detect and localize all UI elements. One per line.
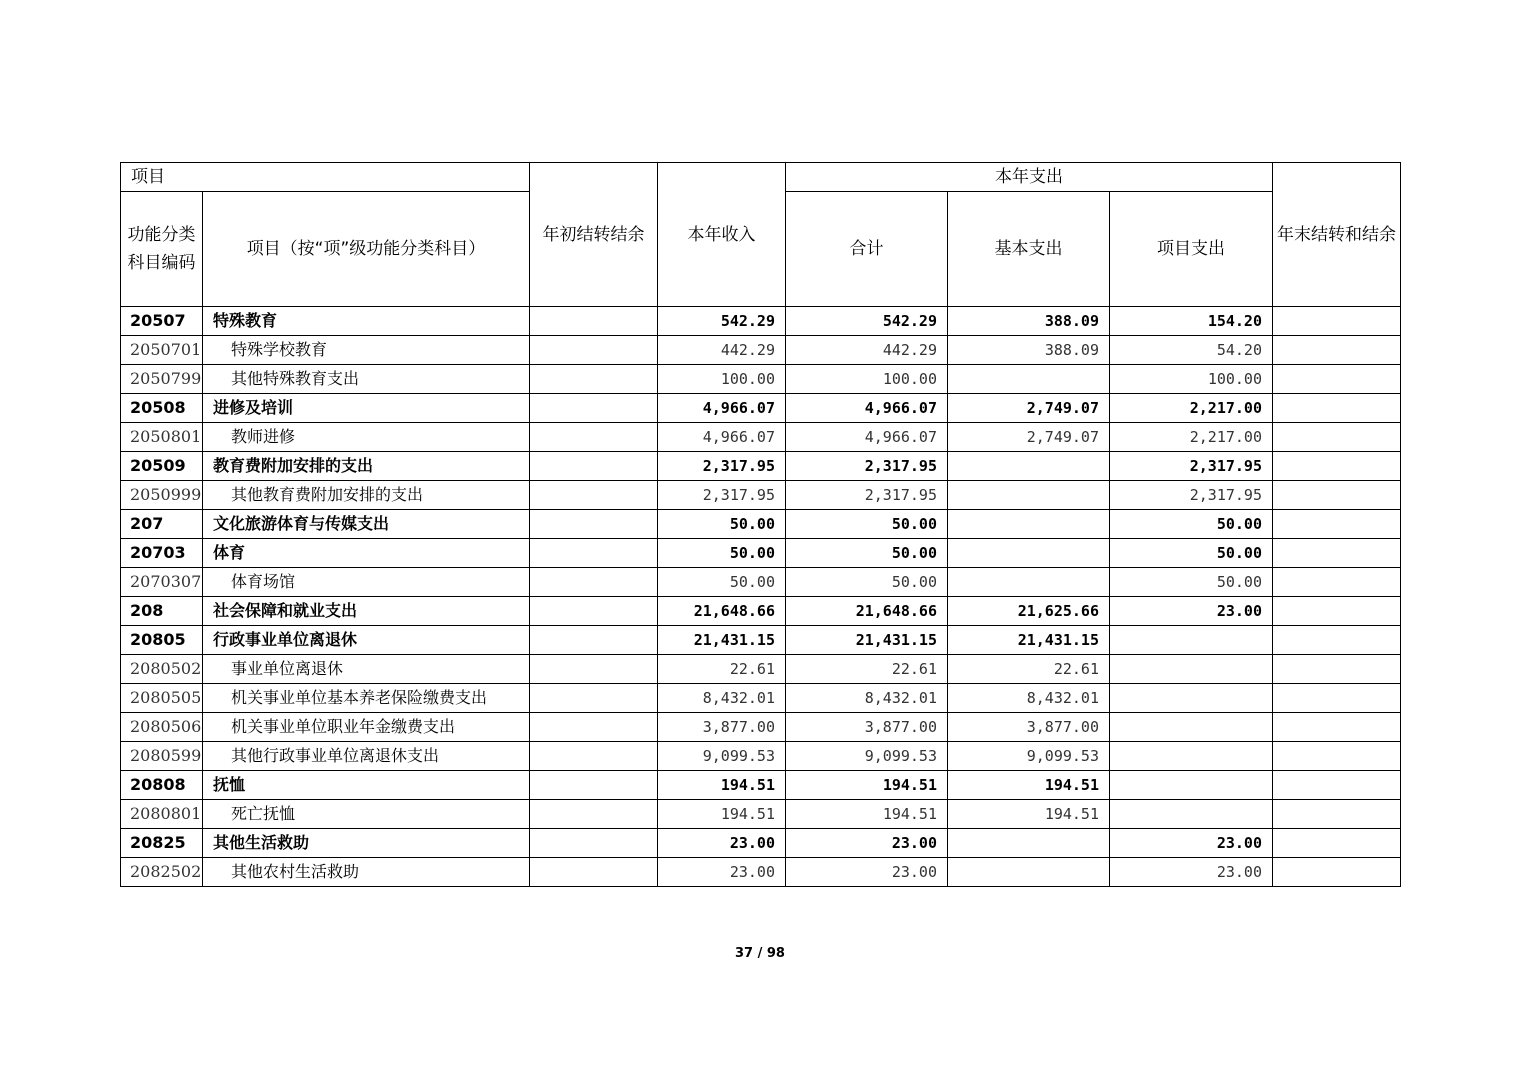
- cell-project-exp: 2,317.95: [1110, 481, 1273, 510]
- cell-income: 50.00: [658, 568, 786, 597]
- table-row: [121, 365, 1401, 394]
- cell-closing-balance: [1273, 800, 1401, 829]
- cell-project-exp: 23.00: [1110, 858, 1273, 887]
- table-row: [121, 394, 1401, 423]
- cell-code: 2082502: [121, 858, 203, 887]
- table-row: [121, 858, 1401, 887]
- cell-total: 100.00: [786, 365, 948, 394]
- cell-basic: 21,625.66: [948, 597, 1110, 626]
- cell-code: 20507: [121, 307, 203, 336]
- cell-name: 体育场馆: [203, 568, 530, 597]
- cell-closing-balance: [1273, 829, 1401, 858]
- cell-project-exp: 54.20: [1110, 336, 1273, 365]
- cell-opening-balance: [530, 626, 658, 655]
- cell-total: 21,431.15: [786, 626, 948, 655]
- cell-closing-balance: [1273, 510, 1401, 539]
- cell-closing-balance: [1273, 452, 1401, 481]
- table-row: [121, 481, 1401, 510]
- cell-code: 2080502: [121, 655, 203, 684]
- cell-income: 23.00: [658, 858, 786, 887]
- cell-opening-balance: [530, 684, 658, 713]
- cell-project-exp: 23.00: [1110, 829, 1273, 858]
- cell-code: 2080505: [121, 684, 203, 713]
- header-project-name: 项目（按“项”级功能分类科目）: [203, 192, 530, 307]
- cell-name: 其他行政事业单位离退休支出: [203, 742, 530, 771]
- cell-project-exp: [1110, 742, 1273, 771]
- cell-basic: 194.51: [948, 771, 1110, 800]
- table-row: [121, 510, 1401, 539]
- cell-basic: 3,877.00: [948, 713, 1110, 742]
- cell-name: 行政事业单位离退休: [203, 626, 530, 655]
- cell-name: 体育: [203, 539, 530, 568]
- table-row: [121, 568, 1401, 597]
- cell-code: 207: [121, 510, 203, 539]
- header-row-1: [121, 163, 1401, 192]
- table-body: [121, 307, 1401, 887]
- cell-closing-balance: [1273, 336, 1401, 365]
- cell-project-exp: [1110, 655, 1273, 684]
- cell-closing-balance: [1273, 771, 1401, 800]
- cell-code: 2080599: [121, 742, 203, 771]
- cell-total: 2,317.95: [786, 481, 948, 510]
- cell-basic: [948, 510, 1110, 539]
- cell-project-exp: 100.00: [1110, 365, 1273, 394]
- table-row: [121, 800, 1401, 829]
- cell-name: 其他教育费附加安排的支出: [203, 481, 530, 510]
- header-basic: 基本支出: [948, 192, 1110, 307]
- header-project-group: 项目: [121, 163, 530, 192]
- table-row: [121, 539, 1401, 568]
- table-header: [121, 163, 1401, 307]
- cell-opening-balance: [530, 510, 658, 539]
- cell-income: 100.00: [658, 365, 786, 394]
- cell-basic: [948, 539, 1110, 568]
- cell-closing-balance: [1273, 626, 1401, 655]
- cell-closing-balance: [1273, 539, 1401, 568]
- cell-code: 2080801: [121, 800, 203, 829]
- cell-opening-balance: [530, 539, 658, 568]
- cell-income: 2,317.95: [658, 481, 786, 510]
- cell-income: 442.29: [658, 336, 786, 365]
- cell-opening-balance: [530, 742, 658, 771]
- cell-income: 3,877.00: [658, 713, 786, 742]
- cell-code: 2050801: [121, 423, 203, 452]
- cell-closing-balance: [1273, 858, 1401, 887]
- cell-name: 事业单位离退休: [203, 655, 530, 684]
- cell-code: 20508: [121, 394, 203, 423]
- header-expenditure-group: 本年支出: [786, 163, 1273, 192]
- cell-total: 50.00: [786, 568, 948, 597]
- cell-opening-balance: [530, 829, 658, 858]
- cell-basic: 22.61: [948, 655, 1110, 684]
- cell-name: 特殊学校教育: [203, 336, 530, 365]
- cell-opening-balance: [530, 858, 658, 887]
- cell-opening-balance: [530, 307, 658, 336]
- cell-code: 20805: [121, 626, 203, 655]
- cell-project-exp: [1110, 713, 1273, 742]
- cell-total: 2,317.95: [786, 452, 948, 481]
- cell-income: 194.51: [658, 771, 786, 800]
- budget-expenditure-table: [120, 162, 1401, 887]
- cell-total: 442.29: [786, 336, 948, 365]
- cell-income: 21,648.66: [658, 597, 786, 626]
- cell-code: 20509: [121, 452, 203, 481]
- cell-income: 21,431.15: [658, 626, 786, 655]
- cell-name: 抚恤: [203, 771, 530, 800]
- cell-basic: [948, 858, 1110, 887]
- cell-code: 20825: [121, 829, 203, 858]
- budget-table-container: [120, 162, 1400, 887]
- cell-code: 20808: [121, 771, 203, 800]
- cell-basic: 388.09: [948, 307, 1110, 336]
- cell-income: 50.00: [658, 510, 786, 539]
- table-row: [121, 307, 1401, 336]
- cell-income: 4,966.07: [658, 423, 786, 452]
- table-row: [121, 771, 1401, 800]
- cell-opening-balance: [530, 597, 658, 626]
- cell-income: 2,317.95: [658, 452, 786, 481]
- cell-income: 4,966.07: [658, 394, 786, 423]
- cell-name: 机关事业单位职业年金缴费支出: [203, 713, 530, 742]
- cell-opening-balance: [530, 423, 658, 452]
- cell-name: 机关事业单位基本养老保险缴费支出: [203, 684, 530, 713]
- cell-basic: 21,431.15: [948, 626, 1110, 655]
- cell-closing-balance: [1273, 684, 1401, 713]
- cell-name: 文化旅游体育与传媒支出: [203, 510, 530, 539]
- cell-basic: [948, 452, 1110, 481]
- cell-basic: 9,099.53: [948, 742, 1110, 771]
- cell-project-exp: 2,317.95: [1110, 452, 1273, 481]
- header-project-exp: 项目支出: [1110, 192, 1273, 307]
- table-row: [121, 626, 1401, 655]
- header-func-code: 功能分类科目编码: [121, 192, 203, 307]
- cell-project-exp: 23.00: [1110, 597, 1273, 626]
- cell-name: 特殊教育: [203, 307, 530, 336]
- cell-income: 23.00: [658, 829, 786, 858]
- cell-total: 23.00: [786, 858, 948, 887]
- cell-project-exp: [1110, 771, 1273, 800]
- page-indicator: 37 / 98: [735, 946, 785, 961]
- cell-project-exp: 2,217.00: [1110, 394, 1273, 423]
- cell-project-exp: [1110, 684, 1273, 713]
- cell-income: 194.51: [658, 800, 786, 829]
- cell-total: 3,877.00: [786, 713, 948, 742]
- cell-total: 542.29: [786, 307, 948, 336]
- cell-project-exp: [1110, 626, 1273, 655]
- header-opening-balance: 年初结转结余: [530, 163, 658, 307]
- cell-project-exp: 154.20: [1110, 307, 1273, 336]
- cell-income: 542.29: [658, 307, 786, 336]
- cell-total: 194.51: [786, 800, 948, 829]
- cell-basic: 2,749.07: [948, 394, 1110, 423]
- cell-total: 50.00: [786, 539, 948, 568]
- cell-basic: [948, 829, 1110, 858]
- cell-total: 194.51: [786, 771, 948, 800]
- cell-name: 死亡抚恤: [203, 800, 530, 829]
- table-row: [121, 597, 1401, 626]
- cell-project-exp: 50.00: [1110, 510, 1273, 539]
- cell-project-exp: 2,217.00: [1110, 423, 1273, 452]
- cell-opening-balance: [530, 800, 658, 829]
- table-row: [121, 742, 1401, 771]
- table-row: [121, 423, 1401, 452]
- cell-basic: [948, 365, 1110, 394]
- cell-total: 8,432.01: [786, 684, 948, 713]
- cell-total: 22.61: [786, 655, 948, 684]
- cell-code: 2080506: [121, 713, 203, 742]
- cell-code: 2050701: [121, 336, 203, 365]
- cell-income: 9,099.53: [658, 742, 786, 771]
- cell-basic: [948, 568, 1110, 597]
- cell-closing-balance: [1273, 307, 1401, 336]
- cell-closing-balance: [1273, 713, 1401, 742]
- cell-basic: 2,749.07: [948, 423, 1110, 452]
- cell-project-exp: 50.00: [1110, 539, 1273, 568]
- cell-name: 其他特殊教育支出: [203, 365, 530, 394]
- cell-closing-balance: [1273, 394, 1401, 423]
- header-total: 合计: [786, 192, 948, 307]
- cell-total: 21,648.66: [786, 597, 948, 626]
- cell-opening-balance: [530, 655, 658, 684]
- cell-code: 2070307: [121, 568, 203, 597]
- cell-income: 8,432.01: [658, 684, 786, 713]
- table-row: [121, 684, 1401, 713]
- header-income: 本年收入: [658, 163, 786, 307]
- cell-income: 22.61: [658, 655, 786, 684]
- cell-project-exp: 50.00: [1110, 568, 1273, 597]
- cell-code: 2050799: [121, 365, 203, 394]
- cell-code: 20703: [121, 539, 203, 568]
- table-row: [121, 713, 1401, 742]
- table-row: [121, 655, 1401, 684]
- cell-basic: 8,432.01: [948, 684, 1110, 713]
- cell-closing-balance: [1273, 742, 1401, 771]
- header-closing-balance: 年末结转和结余: [1273, 163, 1401, 307]
- cell-name: 社会保障和就业支出: [203, 597, 530, 626]
- cell-name: 教育费附加安排的支出: [203, 452, 530, 481]
- cell-basic: 388.09: [948, 336, 1110, 365]
- cell-opening-balance: [530, 394, 658, 423]
- cell-opening-balance: [530, 481, 658, 510]
- cell-opening-balance: [530, 568, 658, 597]
- cell-basic: 194.51: [948, 800, 1110, 829]
- cell-opening-balance: [530, 365, 658, 394]
- cell-name: 其他生活救助: [203, 829, 530, 858]
- table-row: [121, 452, 1401, 481]
- cell-closing-balance: [1273, 365, 1401, 394]
- cell-total: 9,099.53: [786, 742, 948, 771]
- cell-opening-balance: [530, 452, 658, 481]
- cell-total: 4,966.07: [786, 394, 948, 423]
- cell-total: 23.00: [786, 829, 948, 858]
- cell-closing-balance: [1273, 423, 1401, 452]
- cell-opening-balance: [530, 771, 658, 800]
- cell-income: 50.00: [658, 539, 786, 568]
- cell-total: 4,966.07: [786, 423, 948, 452]
- cell-opening-balance: [530, 336, 658, 365]
- cell-code: 2050999: [121, 481, 203, 510]
- cell-closing-balance: [1273, 568, 1401, 597]
- cell-total: 50.00: [786, 510, 948, 539]
- cell-code: 208: [121, 597, 203, 626]
- cell-project-exp: [1110, 800, 1273, 829]
- cell-name: 进修及培训: [203, 394, 530, 423]
- cell-basic: [948, 481, 1110, 510]
- cell-closing-balance: [1273, 481, 1401, 510]
- cell-name: 教师进修: [203, 423, 530, 452]
- cell-opening-balance: [530, 713, 658, 742]
- cell-name: 其他农村生活救助: [203, 858, 530, 887]
- cell-closing-balance: [1273, 597, 1401, 626]
- cell-closing-balance: [1273, 655, 1401, 684]
- table-row: [121, 336, 1401, 365]
- table-row: [121, 829, 1401, 858]
